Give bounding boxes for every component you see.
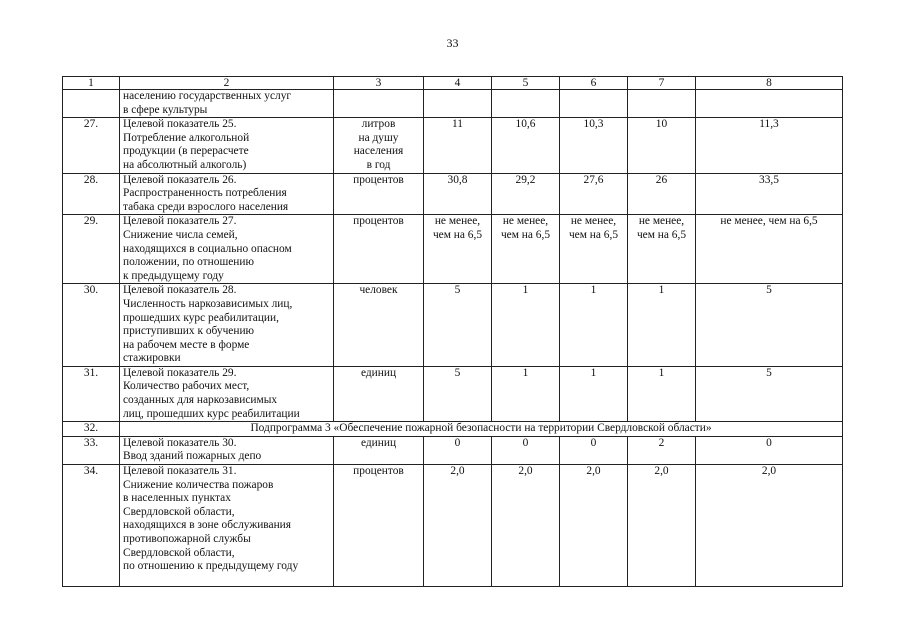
- value-cell: 33,5: [696, 173, 843, 215]
- indicator-name-cell: населению государственных услуг в сфере культуры: [120, 90, 334, 118]
- value-cell: 0: [424, 436, 492, 464]
- value-cell: 10,3: [560, 118, 628, 173]
- value-cell: не менее, чем на 6,5: [492, 215, 560, 284]
- row-number-cell: [63, 90, 120, 118]
- indicator-name-cell: Целевой показатель 25. Потребление алкогольной продукции (в перерасчете на абсолютный алкоголь): [120, 118, 334, 173]
- row-number-cell: 33.: [63, 436, 120, 464]
- unit-cell: литров на душу населения в год: [334, 118, 424, 173]
- subprogram-title-cell: Подпрограмма 3 «Обеспечение пожарной безопасности на территории Свердловской области»: [120, 422, 843, 437]
- column-header: 6: [560, 77, 628, 90]
- row-number-cell: 29.: [63, 215, 120, 284]
- indicator-name-cell: Целевой показатель 31. Снижение количества пожаров в населенных пунктах Свердловской области, находящихся в зоне обслуживания противопожарной службы Свердловской области, по отношению к предыдущему году: [120, 465, 334, 587]
- value-cell: 5: [424, 366, 492, 421]
- indicator-name-cell: Целевой показатель 26. Распространенность потребления табака среди взрослого населения: [120, 173, 334, 215]
- value-cell: 0: [560, 436, 628, 464]
- indicator-name-cell: Целевой показатель 29. Количество рабочих мест, созданных для наркозависимых лиц, прошедших курс реабилитации: [120, 366, 334, 421]
- value-cell: 2,0: [424, 465, 492, 587]
- value-cell: 10: [628, 118, 696, 173]
- row-number-cell: 30.: [63, 284, 120, 367]
- unit-cell: единиц: [334, 366, 424, 421]
- value-cell: 1: [628, 284, 696, 367]
- indicator-name-cell: Целевой показатель 30. Ввод зданий пожарных депо: [120, 436, 334, 464]
- value-cell: 1: [492, 366, 560, 421]
- value-cell: 5: [696, 366, 843, 421]
- value-cell: 5: [696, 284, 843, 367]
- value-cell: 2,0: [560, 465, 628, 587]
- column-header: 4: [424, 77, 492, 90]
- table-row: [63, 173, 843, 215]
- table-row: [63, 90, 843, 118]
- value-cell: 2,0: [492, 465, 560, 587]
- value-cell: 1: [628, 366, 696, 421]
- column-header: 2: [120, 77, 334, 90]
- column-header: 8: [696, 77, 843, 90]
- value-cell: [628, 90, 696, 118]
- value-cell: 2: [628, 436, 696, 464]
- unit-cell: единиц: [334, 436, 424, 464]
- value-cell: [696, 90, 843, 118]
- value-cell: не менее, чем на 6,5: [560, 215, 628, 284]
- indicators-table: [62, 76, 843, 587]
- table-row: [63, 215, 843, 284]
- row-number-cell: 34.: [63, 465, 120, 587]
- unit-cell: человек: [334, 284, 424, 367]
- value-cell: 30,8: [424, 173, 492, 215]
- value-cell: 26: [628, 173, 696, 215]
- table-row: [63, 422, 843, 437]
- page-number: 33: [446, 36, 459, 50]
- column-header: 3: [334, 77, 424, 90]
- column-header: 1: [63, 77, 120, 90]
- unit-cell: [334, 90, 424, 118]
- indicator-name-cell: Целевой показатель 28. Численность наркозависимых лиц, прошедших курс реабилитации, приступивших к обучению на рабочем месте в форме стажировки: [120, 284, 334, 367]
- column-header: 5: [492, 77, 560, 90]
- value-cell: 0: [696, 436, 843, 464]
- unit-cell: процентов: [334, 215, 424, 284]
- value-cell: 11,3: [696, 118, 843, 173]
- value-cell: не менее, чем на 6,5: [696, 215, 843, 284]
- value-cell: 1: [560, 284, 628, 367]
- row-number-cell: 31.: [63, 366, 120, 421]
- value-cell: 5: [424, 284, 492, 367]
- value-cell: 1: [560, 366, 628, 421]
- table-body: [63, 77, 843, 587]
- value-cell: [560, 90, 628, 118]
- row-number-cell: 28.: [63, 173, 120, 215]
- value-cell: 10,6: [492, 118, 560, 173]
- value-cell: 1: [492, 284, 560, 367]
- table-header-row: [63, 77, 843, 90]
- table-row: [63, 284, 843, 367]
- table-row: [63, 436, 843, 464]
- value-cell: не менее, чем на 6,5: [628, 215, 696, 284]
- value-cell: 27,6: [560, 173, 628, 215]
- row-number-cell: 32.: [63, 422, 120, 437]
- table-row: [63, 366, 843, 421]
- value-cell: 2,0: [696, 465, 843, 587]
- value-cell: не менее, чем на 6,5: [424, 215, 492, 284]
- table-row: [63, 118, 843, 173]
- table-row: [63, 465, 843, 587]
- column-header: 7: [628, 77, 696, 90]
- indicator-name-cell: Целевой показатель 27. Снижение числа семей, находящихся в социально опасном положении, по отношению к предыдущему году: [120, 215, 334, 284]
- value-cell: 0: [492, 436, 560, 464]
- unit-cell: процентов: [334, 465, 424, 587]
- value-cell: 2,0: [628, 465, 696, 587]
- value-cell: [492, 90, 560, 118]
- unit-cell: процентов: [334, 173, 424, 215]
- value-cell: 29,2: [492, 173, 560, 215]
- row-number-cell: 27.: [63, 118, 120, 173]
- value-cell: 11: [424, 118, 492, 173]
- value-cell: [424, 90, 492, 118]
